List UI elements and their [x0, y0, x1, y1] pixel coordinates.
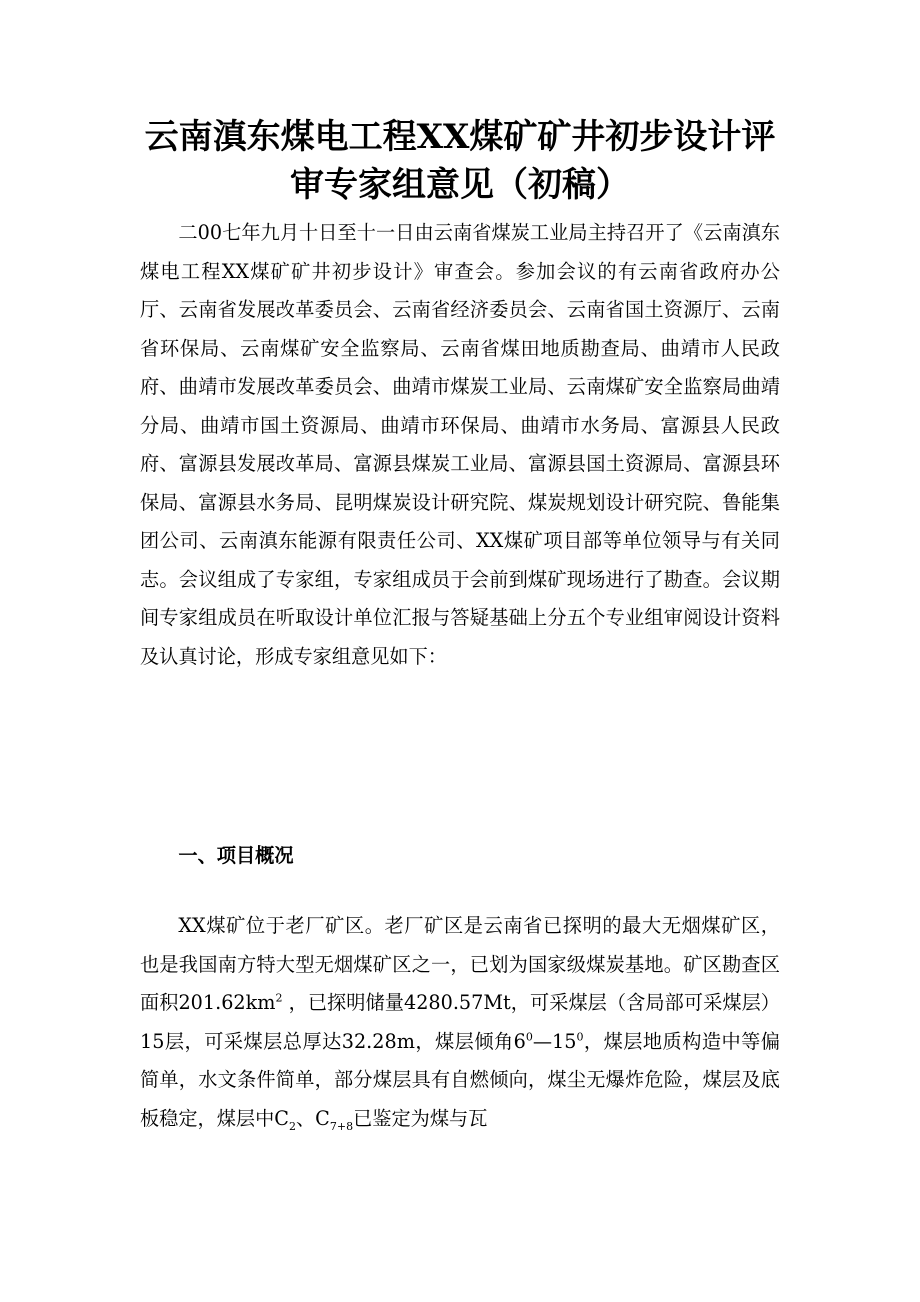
section-heading-project-overview: 一、项目概况 [178, 844, 294, 867]
overview-paragraph [140, 907, 780, 1138]
degree-superscript-2: 0 [576, 1030, 584, 1044]
overview-section [140, 907, 780, 1138]
document-title-line-1: 云南滇东煤电工程XX煤矿矿井初步设计评 [144, 117, 776, 157]
seam-subscript-1: 2 [289, 1119, 296, 1133]
overview-text-4: ，煤层地质构造中等偏简单，水文条件简单，部分煤层具有自燃倾向，煤尘无爆炸危险，煤层及底板稳定，煤层中C [140, 1029, 780, 1130]
document-title-line-2: 审专家组意见（初稿） [290, 165, 630, 205]
seam-subscript-2: 7+8 [329, 1119, 354, 1133]
overview-text-5: 、C [296, 1106, 330, 1130]
overview-text-1: XX煤矿位于老厂矿区。老厂矿区是云南省已探明的最大无烟煤矿区，也是我国南方特大型无烟煤矿区之一，已划为国家级煤炭基地。矿区勘查区面积201.62km [140, 914, 780, 1014]
overview-text-3: —15 [532, 1029, 577, 1053]
intro-section [140, 214, 780, 676]
intro-paragraph: 二00七年九月十日至十一日由云南省煤炭工业局主持召开了《云南滇东煤电工程XX煤矿矿井初步设计》审查会。参加会议的有云南省政府办公厅、云南省发展改革委员会、云南省经济委员会、云南省国土资源厅、云南省环保局、云南煤矿安全监察局、云南省煤田地质勘查局、曲靖市人民政府、曲靖市发展改革委员会、曲靖市煤炭工业局、云南煤矿安全监察局曲靖分局、曲靖市国土资源局、曲靖市环保局、曲靖市水务局、富源县人民政府、富源县发展改革局、富源县煤炭工业局、富源县国土资源局、富源县环保局、富源县水务局、昆明煤炭设计研究院、煤炭规划设计研究院、鲁能集团公司、云南滇东能源有限责任公司、XX煤矿项目部等单位领导与有关同志。会议组成了专家组，专家组成员于会前到煤矿现场进行了勘查。会议期间专家组成员在听取设计单位汇报与答疑基础上分五个专业组审阅设计资料及认真讨论，形成专家组意见如下： [140, 221, 780, 668]
overview-text-6: 已鉴定为煤与瓦 [353, 1106, 488, 1130]
area-unit-superscript: 2 [275, 991, 283, 1005]
overview-text-2: ，已探明储量4280.57Mt，可采煤层（含局部可采煤层）15层，可采煤层总厚达32.28m，煤层倾角6 [140, 991, 780, 1053]
degree-superscript-1: 0 [525, 1030, 533, 1044]
